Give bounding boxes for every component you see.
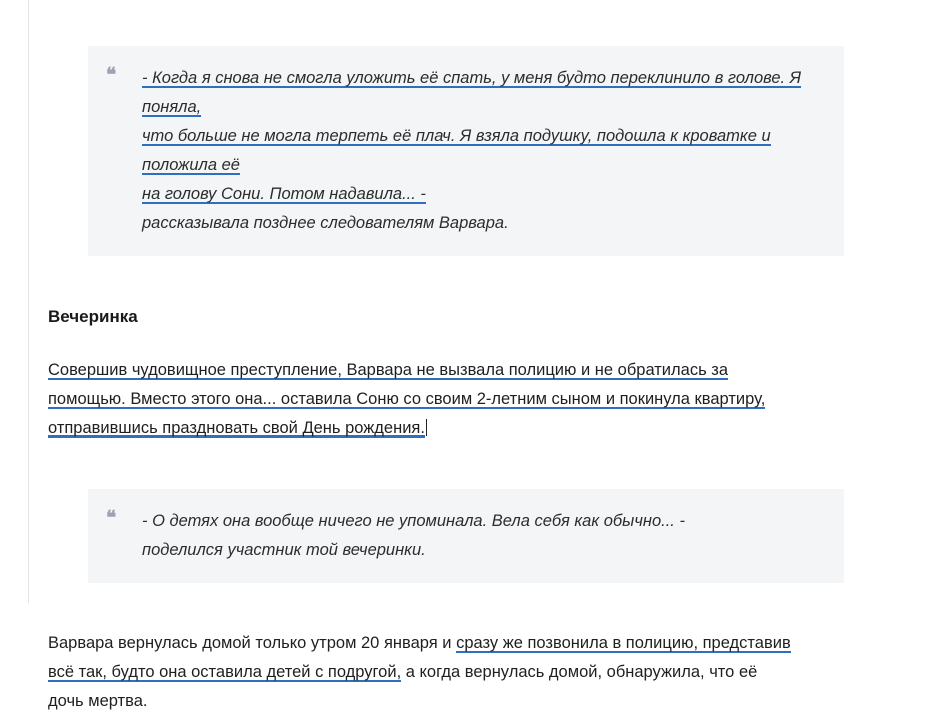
quote-mark-icon: ❝ (106, 508, 116, 529)
quote-block-1 (88, 46, 844, 256)
section-title: Вечеринка (48, 307, 138, 326)
paragraph-2 (48, 629, 884, 716)
quote-1-attribution: рассказывала позднее следователям Варвара. (142, 214, 509, 232)
quote-1-line-1: - Когда я снова не смогла уложить её спать, у меня будто переклинило в голове. Я поняла, (142, 69, 801, 116)
text-caret[interactable] (426, 419, 427, 436)
paragraph-2-line-2-plain: а когда вернулась домой, обнаружила, что её (401, 663, 758, 681)
paragraph-2-line-3: дочь мертва. (48, 692, 148, 710)
paragraph-1-line-2: помощью. Вместо этого она... оставила Соню со своим 2-летним сыном и покинула квартиру, (48, 390, 766, 408)
quote-1-line-2: что больше не могла терпеть её плач. Я взяла подушку, подошла к кроватке и положила её (142, 127, 771, 174)
paragraph-1-line-3: отправившись праздновать свой День рождения. (48, 419, 425, 437)
paragraph-1 (48, 356, 884, 443)
paragraph-2-line-2-highlight: всё так, будто она оставила детей с подругой, (48, 663, 402, 681)
spacer-after-title (48, 328, 884, 356)
paragraph-2-line-1-plain: Варвара вернулась домой только утром 20 января и (48, 634, 457, 652)
spacer-after-quote-1 (48, 272, 884, 306)
spacer-before-quote-2 (48, 443, 884, 473)
spacer-after-quote-2 (48, 599, 884, 629)
article-content (48, 0, 884, 716)
quote-1-text (142, 64, 820, 209)
quote-2-attribution: поделился участник той вечеринки. (142, 541, 426, 559)
quote-mark-icon: ❝ (106, 65, 116, 86)
quote-block-2 (88, 489, 844, 583)
paragraph-1-line-1: Совершив чудовищное преступление, Варвара не вызвала полицию и не обратилась за (48, 361, 729, 379)
quote-2-text: - О детях она вообще ничего не упоминала. Вела себя как обычно... - (142, 512, 685, 530)
paragraph-2-line-1-highlight: сразу же позвонила в полицию, представив (456, 634, 791, 652)
page-left-divider (28, 0, 29, 603)
quote-1-line-3: на голову Сони. Потом надавила... - (142, 185, 426, 203)
top-spacer (48, 0, 884, 30)
